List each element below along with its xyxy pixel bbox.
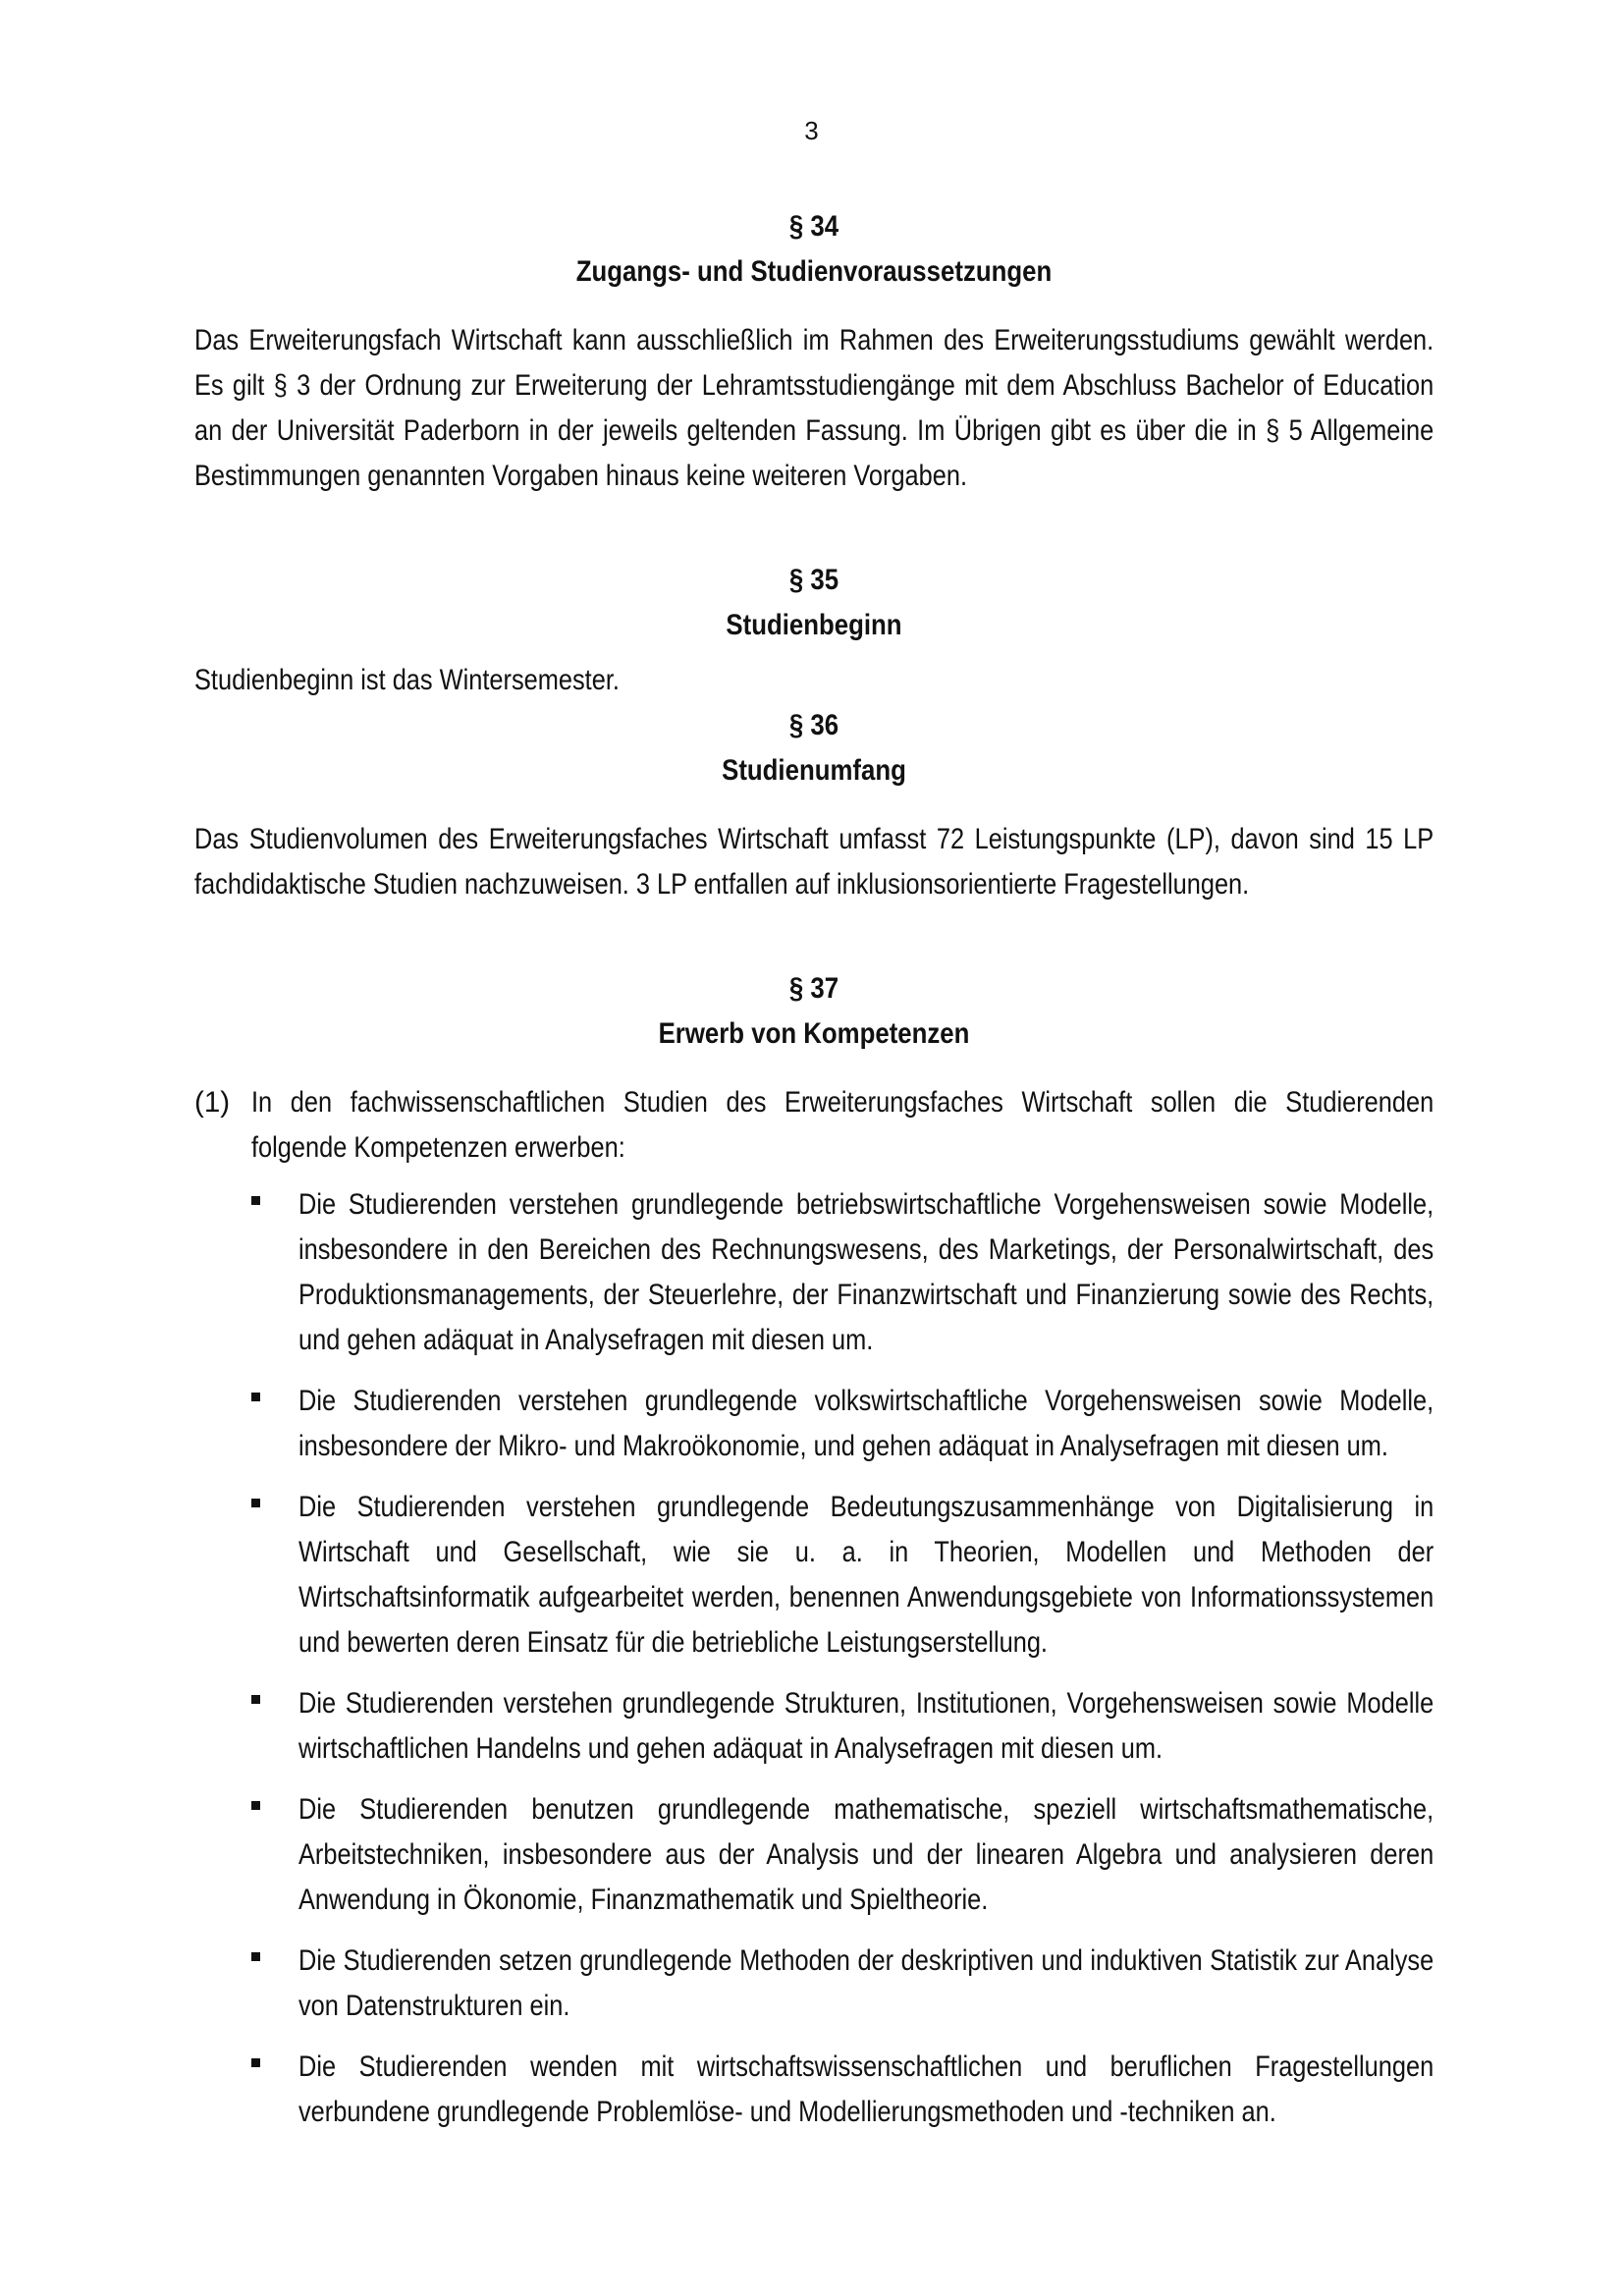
- competency-text: Die Studierenden verstehen grundlegende volkswirtschaftliche Vorgehensweisen sowie Modelle, insbesondere der Mikro- und Makroökonomie, und gehen adäquat in Analysefragen mit diesen um.: [298, 1385, 1434, 1462]
- section-36-title: Studienumfang: [722, 754, 906, 787]
- competency-text: Die Studierenden verstehen grundlegende Strukturen, Institutionen, Vorgehensweisen sowie Modelle wirtschaftlichen Handelns und gehen adäquat in Analysefragen mit diesen um.: [298, 1687, 1434, 1765]
- section-37-title: Erwerb von Kompetenzen: [658, 1017, 970, 1050]
- section-37-item-1-intro: [251, 1080, 1434, 1171]
- section-36-text: Das Studienvolumen des Erweiterungsfaches Wirtschaft umfasst 72 Leistungspunkte (LP), davon sind 15 LP fachdidaktische Studien nachzuweisen. 3 LP entfallen auf inklusionsorientierte Fragestellungen.: [194, 823, 1434, 901]
- competency-item: [251, 1681, 1434, 1772]
- section-37-item-1: [194, 1080, 1434, 2135]
- section-34-paragraph: [194, 318, 1434, 499]
- section-37-number: § 37: [788, 972, 839, 1005]
- square-bullet-icon: [251, 1952, 260, 1961]
- square-bullet-icon: [251, 1499, 260, 1507]
- competency-item: [251, 1379, 1434, 1469]
- document-body: [194, 204, 1434, 2151]
- square-bullet-icon: [251, 1393, 260, 1401]
- section-36-paragraph: [194, 817, 1434, 907]
- competency-text: Die Studierenden verstehen grundlegende betriebswirtschaftliche Vorgehensweisen sowie Modelle, insbesondere in den Bereichen des Rechnungswesens, des Marketings, der Personalwirtschaft, des Produktionsmanagements, der Steuerlehre, der Finanzwirtschaft und Finanzierung sowie des Rechts, und gehen adäquat in Analysefragen mit diesen um.: [298, 1188, 1434, 1356]
- section-34-title: Zugangs- und Studienvoraussetzungen: [575, 255, 1053, 288]
- competency-item: [251, 1182, 1434, 1363]
- enum-marker: (1): [194, 1086, 231, 1119]
- competency-text: Die Studierenden verstehen grundlegende Bedeutungszusammenhänge von Digitalisierung in Wirtschaft und Gesellschaft, wie sie u. a. in Theorien, Modellen und Methoden der Wirtschaftsinformatik aufgearbeitet werden, benennen Anwendungsgebiete von Informationssystemen und bewerten deren Einsatz für die betriebliche Leistungserstellung.: [298, 1491, 1434, 1659]
- competency-item: [251, 1787, 1434, 1923]
- section-34-text: Das Erweiterungsfach Wirtschaft kann ausschließlich im Rahmen des Erweiterungsstudiums gewählt werden. Es gilt § 3 der Ordnung zur Erweiterung der Lehramtsstudiengänge mit dem Abschluss Bachelor of Education an der Universität Paderborn in der jeweils geltenden Fassung. Im Übrigen gibt es über die in § 5 Allgemeine Bestimmungen genannten Vorgaben hinaus keine weiteren Vorgaben.: [194, 324, 1434, 492]
- competency-text: Die Studierenden wenden mit wirtschaftswissenschaftlichen und beruflichen Fragestellungen verbundene grundlegende Problemlöse- und Modellierungsmethoden und -techniken an.: [298, 2050, 1434, 2128]
- competency-text: Die Studierenden benutzen grundlegende mathematische, speziell wirtschaftsmathematische, Arbeitstechniken, insbesondere aus der Analysis und der linearen Algebra und analysieren deren Anwendung in Ökonomie, Finanzmathematik und Spieltheorie.: [298, 1793, 1434, 1916]
- competency-text: Die Studierenden setzen grundlegende Methoden der deskriptiven und induktiven Statistik zur Analyse von Datenstrukturen ein.: [298, 1944, 1434, 2022]
- competency-list: [251, 1182, 1434, 2135]
- item-1-intro-text: In den fachwissenschaftlichen Studien des Erweiterungsfaches Wirtschaft sollen die Studierenden folgende Kompetenzen erwerben:: [251, 1086, 1434, 1164]
- competency-item: [251, 2045, 1434, 2135]
- section-35-text: Studienbeginn ist das Wintersemester.: [194, 664, 620, 696]
- page-number: 3: [804, 116, 819, 145]
- square-bullet-icon: [251, 1801, 260, 1810]
- section-35-number: § 35: [788, 564, 839, 596]
- square-bullet-icon: [251, 2058, 260, 2067]
- square-bullet-icon: [251, 1695, 260, 1704]
- section-35-title: Studienbeginn: [726, 609, 902, 641]
- square-bullet-icon: [251, 1196, 260, 1205]
- competency-item: [251, 1939, 1434, 2029]
- section-34-number: § 34: [788, 210, 839, 243]
- section-35-paragraph: [194, 658, 1434, 703]
- section-36-number: § 36: [788, 709, 839, 741]
- competency-item: [251, 1485, 1434, 1666]
